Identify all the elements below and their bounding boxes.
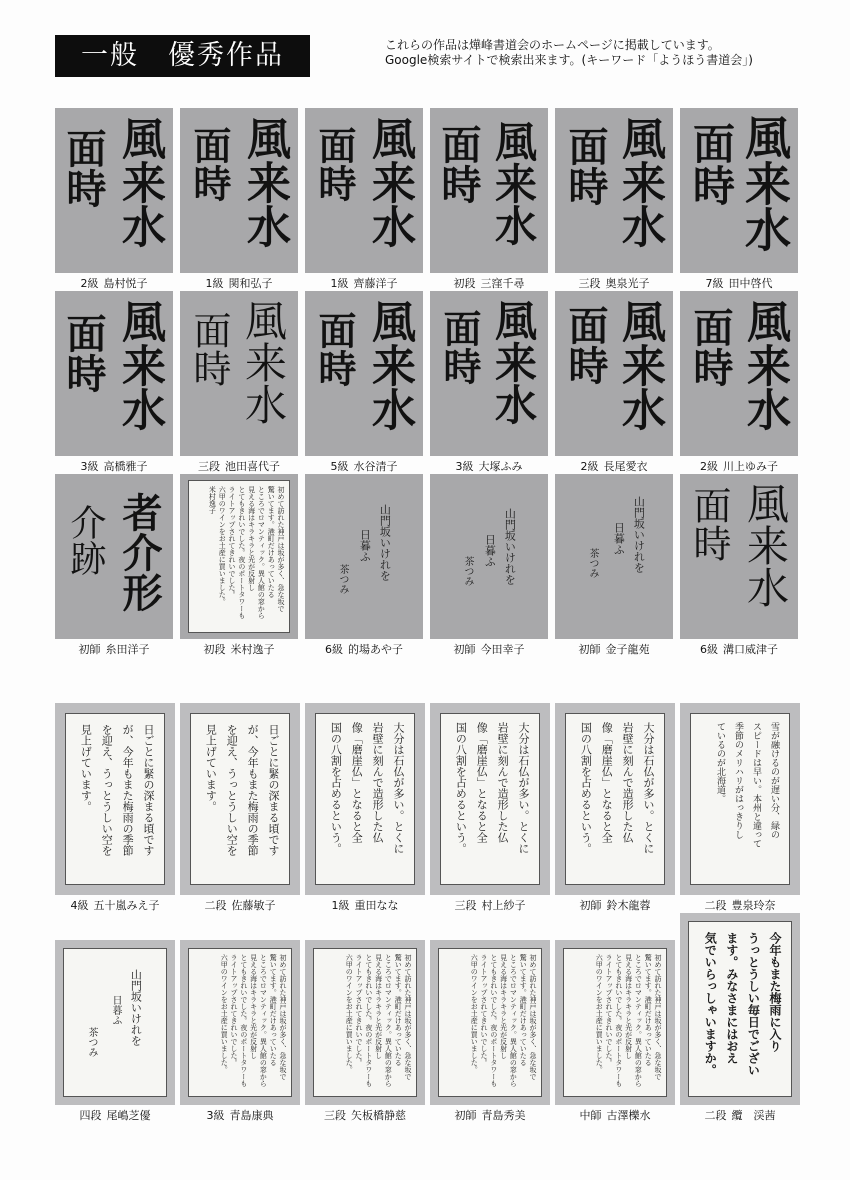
caption-grade: 三段 — [578, 277, 601, 290]
caption-14 — [180, 643, 298, 657]
caption-grade: 二段 — [704, 1109, 727, 1122]
caption-name: 池田喜代子 — [225, 460, 280, 473]
hanshi-text — [74, 724, 158, 876]
caption-name: 関和弘子 — [228, 277, 273, 290]
artwork-card-4 — [430, 108, 548, 273]
caption-name: 溝口威津子 — [723, 643, 778, 656]
letter-paper — [188, 480, 290, 633]
caption-6 — [680, 277, 798, 291]
hanshi-paper — [65, 713, 165, 885]
letter-text — [218, 954, 287, 1092]
caption-10 — [430, 460, 548, 474]
caption-name: 糸田洋子 — [105, 643, 150, 656]
letter-text — [207, 486, 285, 626]
caption-grade: 初師 — [579, 899, 602, 912]
letter-line: とてもきれいでした。夜のポートタワーも — [239, 954, 248, 1087]
notice-line-1: これらの作品は燁峰書道会のホームページに掲載しています。 — [385, 38, 720, 52]
poem-signature: 茶つみ — [86, 1027, 97, 1057]
artwork-card-2 — [180, 108, 298, 273]
caption-name: 矢板橋静慈 — [351, 1109, 406, 1122]
caption-5 — [555, 277, 673, 291]
letter-line: ライトアップされてきれいでした。 — [355, 954, 364, 1066]
artwork-card-1 — [55, 108, 173, 273]
artwork-card-12 — [680, 291, 798, 456]
poem-signature: 茶つみ — [462, 556, 473, 586]
artwork-text-right: 風来水 — [114, 116, 165, 248]
caption-grade: 3級 — [455, 460, 474, 473]
letter-line: 六甲のワインをお土産に買いました。 — [345, 954, 354, 1073]
artwork-text-left: 面時 — [562, 126, 609, 206]
caption-23 — [555, 899, 675, 913]
artwork-card-28 — [430, 940, 550, 1105]
letter-line: 六甲のワインをお土産に買いました。 — [220, 954, 229, 1073]
caption-19 — [55, 899, 175, 913]
notice-line-2: Google検索サイトで検索出来ます。(キーワード「ようほう書道会」) — [385, 53, 753, 67]
hanshi-text — [199, 724, 283, 876]
caption-25 — [55, 1109, 175, 1123]
caption-name: 田中啓代 — [728, 277, 773, 290]
caption-grade: 初師 — [78, 643, 101, 656]
letter-paper — [188, 948, 292, 1097]
poem-line: 日暮ふ — [358, 529, 372, 562]
poem-line: 山門坂いけれを — [503, 508, 517, 585]
hanshi-line: 見上げています。 — [79, 724, 93, 812]
caption-26 — [180, 1109, 300, 1123]
caption-name: 青島秀美 — [481, 1109, 526, 1122]
caption-20 — [180, 899, 300, 913]
caption-grade: 1級 — [205, 277, 224, 290]
caption-name: 今田幸子 — [480, 643, 525, 656]
caption-grade: 7級 — [705, 277, 724, 290]
hanshi-paper — [688, 921, 792, 1097]
artwork-text-right: 風来水 — [489, 120, 538, 246]
letter-line: とてもきれいでした。夜のポートタワーも — [614, 954, 623, 1087]
caption-name: 村上紗子 — [481, 899, 526, 912]
artwork-card-30 — [680, 913, 800, 1105]
hanshi-line: 像「磨崖仏」となると全 — [600, 722, 614, 843]
artwork-card-3 — [305, 108, 423, 273]
letter-line: とてもきれいでした。夜のポートタワーも — [489, 954, 498, 1087]
artwork-text-left: 面時 — [435, 124, 482, 204]
caption-grade: 初師 — [453, 643, 476, 656]
artwork-text-left: 面時 — [187, 126, 232, 202]
hanshi-line: 国の八割を占めるという。 — [329, 722, 343, 854]
caption-name: 纜 渓茜 — [731, 1109, 776, 1122]
caption-11 — [555, 460, 673, 474]
artwork-text-left: 面時 — [687, 307, 734, 387]
caption-name: 水谷清子 — [353, 460, 398, 473]
letter-paper — [563, 948, 667, 1097]
artwork-text-right: 風来水 — [738, 114, 792, 252]
caption-name: 奥泉光子 — [605, 277, 650, 290]
hanshi-line: 今年もまた梅雨に入り — [768, 932, 782, 1052]
artwork-card-8 — [180, 291, 298, 456]
hanshi-line: 見上げています。 — [204, 724, 218, 812]
hanshi-paper — [315, 713, 415, 885]
letter-line: 驚いてます。港町だけあっていたる — [267, 486, 276, 598]
letter-line: ところでロマンティック。異人館の窓から — [384, 954, 393, 1087]
poem-line: 日暮ふ — [612, 522, 626, 555]
letter-paper — [438, 948, 542, 1097]
letter-line: 驚いてます。港町だけあっていたる — [394, 954, 403, 1066]
letter-line: ライトアップされてきれいでした。 — [228, 486, 237, 598]
caption-grade: 3級 — [80, 460, 99, 473]
letter-line: ライトアップされてきれいでした。 — [605, 954, 614, 1066]
caption-grade: 1級 — [330, 277, 349, 290]
letter-text — [593, 954, 662, 1092]
hanshi-line: が、今年もまた梅雨の季節 — [121, 724, 135, 856]
hanshi-paper — [440, 713, 540, 885]
artwork-text-left: 面時 — [562, 305, 609, 385]
caption-name: 青島康典 — [229, 1109, 274, 1122]
caption-name: 鈴木龍蓉 — [606, 899, 651, 912]
artwork-text-left: 面時 — [187, 311, 231, 387]
hanshi-text — [699, 932, 785, 1090]
artwork-text-left: 介跡 — [65, 504, 106, 576]
caption-name: 三窪千尋 — [480, 277, 525, 290]
artwork-text-right: 風来水 — [489, 299, 538, 425]
caption-grade: 初師 — [454, 1109, 477, 1122]
hanshi-line: を迎え、うっとうしい空を — [100, 724, 114, 856]
letter-line: 初めて訪れた神戸は坂が多く、急な坂で — [277, 486, 285, 612]
letter-line: 六甲のワインをお土産に買いました。 — [595, 954, 604, 1073]
caption-grade: 2級 — [80, 277, 99, 290]
artwork-text-right: 者介形 — [116, 492, 163, 612]
letter-line: 見える海はキラキラと光が反射し — [624, 954, 633, 1059]
caption-grade: 三段 — [198, 460, 220, 473]
artwork-card-22 — [430, 703, 550, 895]
poem-line: 山門坂いけれを — [632, 496, 646, 573]
caption-22 — [430, 899, 550, 913]
caption-grade: 6級 — [700, 643, 718, 656]
caption-3 — [305, 277, 423, 291]
caption-grade: 四段 — [79, 1109, 102, 1122]
caption-name: 長尾愛衣 — [603, 460, 648, 473]
caption-grade: 6級 — [325, 643, 343, 656]
hanshi-line: ているのが北海道。 — [715, 722, 725, 803]
hanshi-line: 岩壁に刻んで造形した仏 — [371, 722, 385, 843]
caption-name: 尾嶋芝優 — [106, 1109, 151, 1122]
hanshi-text — [711, 722, 783, 878]
poem-line: 山門坂いけれを — [129, 969, 143, 1046]
caption-name: 島村悦子 — [103, 277, 148, 290]
caption-grade: 三段 — [454, 899, 477, 912]
artwork-card-14 — [180, 474, 298, 639]
caption-24 — [680, 899, 800, 913]
letter-line: 驚いてます。港町だけあっていたる — [269, 954, 278, 1066]
caption-name: 古澤櫟水 — [606, 1109, 651, 1122]
hanshi-text — [574, 722, 658, 878]
hanshi-line: ます。みなさまにはおえ — [724, 932, 739, 1064]
caption-4 — [430, 277, 548, 291]
caption-grade: 1級 — [331, 899, 350, 912]
artwork-text-right: 風来水 — [364, 299, 415, 431]
hanshi-line: 季節のメリハリがはっきりし — [733, 722, 743, 839]
hanshi-paper — [190, 713, 290, 885]
letter-line: ライトアップされてきれいでした。 — [480, 954, 489, 1066]
hanshi-line: 像「磨崖仏」となると全 — [350, 722, 364, 843]
hanshi-paper — [565, 713, 665, 885]
artwork-card-29 — [555, 940, 675, 1105]
caption-name: 豊泉玲奈 — [731, 899, 776, 912]
letter-line: 初めて訪れた神戸は坂が多く、急な坂で — [279, 954, 287, 1080]
artwork-card-11 — [555, 291, 673, 456]
caption-name: 高橋雅子 — [103, 460, 148, 473]
caption-21 — [305, 899, 425, 913]
caption-name: 齊藤洋子 — [353, 277, 398, 290]
hanshi-line: うっとうしい毎日でござい — [746, 932, 761, 1076]
artwork-text-left: 面時 — [312, 311, 357, 387]
caption-name: 重田なな — [354, 899, 399, 912]
artwork-text-right: 風来水 — [614, 299, 665, 431]
artwork-text-right: 風来水 — [239, 116, 290, 248]
letter-line: ところでロマンティック。異人館の窓から — [259, 954, 268, 1087]
caption-grade: 初段 — [453, 277, 476, 290]
artwork-card-7 — [55, 291, 173, 456]
artwork-card-24 — [680, 703, 800, 895]
hanshi-line: 岩壁に刻んで造形した仏 — [496, 722, 510, 843]
caption-grade: 4級 — [70, 899, 89, 912]
letter-line: 見える海はキラキラと光が反射し — [499, 954, 508, 1059]
artwork-text-right: 風来水 — [739, 299, 790, 431]
letter-line: 初めて訪れた神戸は坂が多く、急な坂で — [404, 954, 412, 1080]
hanshi-line: 気でいらっしゃいますか。 — [703, 932, 718, 1076]
caption-8 — [180, 460, 298, 474]
artwork-text-left: 面時 — [60, 128, 107, 208]
letter-line: 驚いてます。港町だけあっていたる — [519, 954, 528, 1066]
caption-30 — [680, 1109, 800, 1123]
caption-12 — [680, 460, 798, 474]
artwork-card-6 — [680, 108, 798, 273]
letter-line: 驚いてます。港町だけあっていたる — [644, 954, 653, 1066]
letter-line: 六甲のワインをお土産に買いました。 — [218, 486, 227, 605]
letter-line: とてもきれいでした。夜のポートタワーも — [364, 954, 373, 1087]
artwork-text-right: 風来水 — [741, 482, 790, 608]
letter-line: 見える海はキラキラと光が反射し — [249, 954, 258, 1059]
caption-name: 金子龍苑 — [605, 643, 650, 656]
artwork-text-left: 面時 — [60, 313, 107, 393]
caption-grade: 2級 — [580, 460, 599, 473]
hanshi-line: 大分は石仏が多い。とくに — [517, 722, 530, 854]
caption-name: 川上ゆみ子 — [723, 460, 778, 473]
artwork-card-13 — [55, 474, 173, 639]
artwork-card-21 — [305, 703, 425, 895]
letter-text — [468, 954, 537, 1092]
poem-signature: 茶つみ — [587, 548, 598, 578]
artwork-card-15 — [305, 474, 423, 639]
artwork-card-19 — [55, 703, 175, 895]
artwork-card-5 — [555, 108, 673, 273]
caption-15 — [305, 643, 423, 657]
artwork-card-17 — [555, 474, 673, 639]
letter-text — [343, 954, 412, 1092]
hanshi-line: が、今年もまた梅雨の季節 — [246, 724, 260, 856]
artwork-text-right: 風来水 — [364, 116, 415, 248]
artwork-card-20 — [180, 703, 300, 895]
caption-grade: 初師 — [578, 643, 601, 656]
caption-name: 五十嵐みえ子 — [93, 899, 160, 912]
caption-2 — [180, 277, 298, 291]
caption-28 — [430, 1109, 550, 1123]
hanshi-text — [324, 722, 408, 878]
caption-9 — [305, 460, 423, 474]
letter-line: 初めて訪れた神戸は坂が多く、急な坂で — [529, 954, 537, 1080]
letter-paper — [313, 948, 417, 1097]
hanshi-paper — [690, 713, 790, 885]
caption-7 — [55, 460, 173, 474]
caption-grade: 三段 — [324, 1109, 346, 1122]
artwork-card-26 — [180, 940, 300, 1105]
letter-line: 見える海はキラキラと光が反射し — [247, 486, 256, 591]
caption-16 — [430, 643, 548, 657]
hanshi-line: 像「磨崖仏」となると全 — [475, 722, 489, 843]
artwork-card-10 — [430, 291, 548, 456]
caption-grade: 5級 — [330, 460, 349, 473]
poem-signature: 茶つみ — [337, 564, 348, 594]
poem-line: 日暮ふ — [110, 995, 121, 1025]
hanshi-line: を迎え、うっとうしい空を — [225, 724, 239, 856]
artwork-text-right: 風来水 — [114, 299, 165, 431]
artwork-text-right: 風来水 — [239, 299, 288, 425]
caption-grade: 二段 — [704, 899, 727, 912]
poem-line: 日暮ふ — [483, 534, 497, 567]
letter-line: ところでロマンティック。異人館の窓から — [509, 954, 518, 1087]
artwork-card-18 — [680, 474, 798, 639]
letter-line: 見える海はキラキラと光が反射し — [374, 954, 383, 1059]
artwork-text-left: 面時 — [437, 309, 482, 385]
caption-29 — [555, 1109, 675, 1123]
hanshi-line: スピードは早い。本州と違って — [751, 722, 761, 848]
hanshi-line: 日ごとに緊の深まる頃です — [267, 724, 280, 856]
caption-grade: 二段 — [204, 899, 227, 912]
artwork-card-16 — [430, 474, 548, 639]
artwork-text-left: 面時 — [687, 122, 736, 206]
hanshi-line: 大分は石仏が多い。とくに — [392, 722, 405, 854]
poem-line: 山門坂いけれを — [378, 504, 392, 581]
caption-grade: 中師 — [579, 1109, 602, 1122]
caption-name: 大塚ふみ — [478, 460, 523, 473]
artwork-text-left: 面時 — [687, 486, 731, 562]
caption-name: 的場あや子 — [348, 643, 403, 656]
caption-grade: 2級 — [700, 460, 718, 473]
caption-17 — [555, 643, 673, 657]
caption-27 — [305, 1109, 425, 1123]
artwork-text-right: 風来水 — [614, 116, 665, 248]
letter-line: 六甲のワインをお土産に買いました。 — [470, 954, 479, 1073]
hanshi-line: 岩壁に刻んで造形した仏 — [621, 722, 635, 843]
caption-name: 佐藤敏子 — [231, 899, 276, 912]
caption-18 — [680, 643, 798, 657]
caption-name: 米村逸子 — [230, 643, 275, 656]
hanshi-line: 日ごとに緊の深まる頃です — [142, 724, 155, 856]
letter-line: ところでロマンティック。異人館の窓から — [257, 486, 266, 619]
letter-line: とてもきれいでした。夜のポートタワーも — [237, 486, 246, 619]
page-title: 一般 優秀作品 — [55, 35, 310, 77]
hanshi-line: 国の八割を占めるという。 — [579, 722, 593, 854]
artwork-text-left: 面時 — [312, 126, 357, 202]
artwork-card-27 — [305, 940, 425, 1105]
notice-text — [385, 38, 805, 68]
caption-13 — [55, 643, 173, 657]
caption-1 — [55, 277, 173, 291]
caption-grade: 3級 — [206, 1109, 225, 1122]
hanshi-line: 国の八割を占めるという。 — [454, 722, 468, 854]
hanshi-line: 大分は石仏が多い。とくに — [642, 722, 655, 854]
letter-line: 初めて訪れた神戸は坂が多く、急な坂で — [654, 954, 662, 1080]
letter-line: ライトアップされてきれいでした。 — [230, 954, 239, 1066]
artwork-card-25 — [55, 940, 175, 1105]
hanshi-paper — [63, 948, 167, 1097]
letter-line: 米村逸子 — [208, 486, 217, 514]
hanshi-text — [449, 722, 533, 878]
hanshi-line: 雪が融けるのが遅い分、緑の — [769, 722, 779, 839]
artwork-card-9 — [305, 291, 423, 456]
artwork-card-23 — [555, 703, 675, 895]
caption-grade: 初段 — [203, 643, 226, 656]
letter-line: ところでロマンティック。異人館の窓から — [634, 954, 643, 1087]
